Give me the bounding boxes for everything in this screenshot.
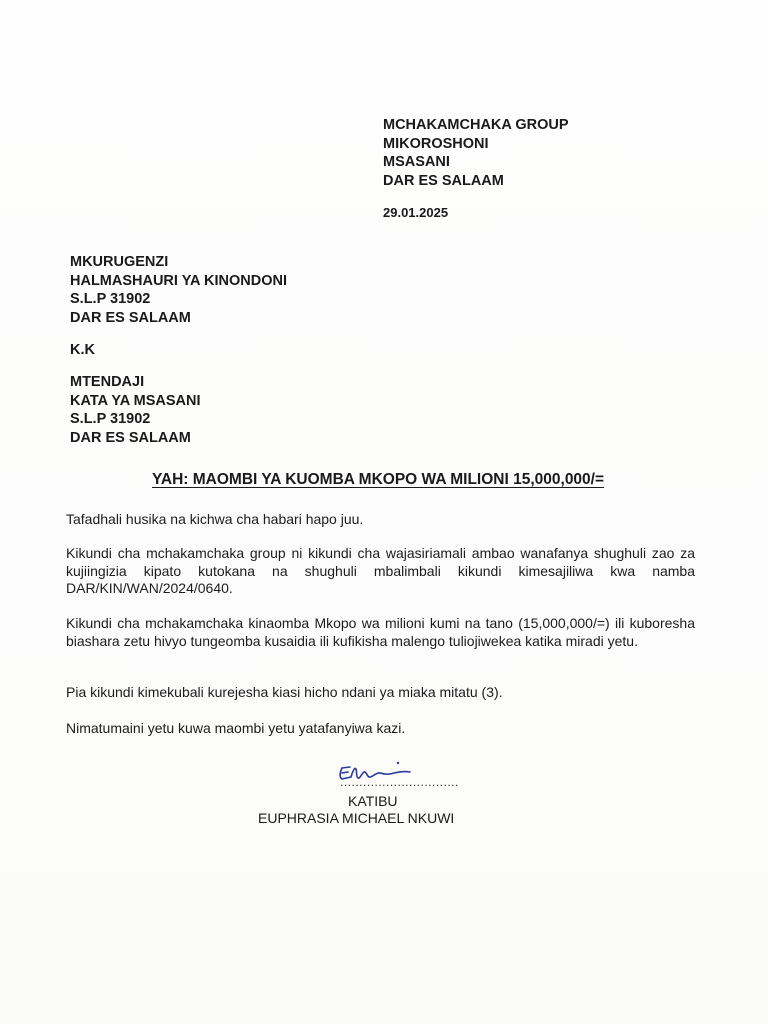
body-paragraph: Pia kikundi kimekubali kurejesha kiasi hicho ndani ya miaka mitatu (3). xyxy=(66,684,503,700)
cc-recipient-line: DAR ES SALAAM xyxy=(70,429,191,446)
body-paragraph: Kikundi cha mchakamchaka group ni kikundi cha wajasiriamali ambao wanafanya shughuli zao za kujiingizia kipato kutokana na shughuli mbalimbali kikundi kimesajiliwa kwa namba DAR/KIN/WAN/2024/0640. xyxy=(66,545,695,596)
recipient-line: MKURUGENZI xyxy=(70,254,169,270)
cc-recipient-address xyxy=(70,373,201,447)
body-paragraph: Kikundi cha mchakamchaka kinaomba Mkopo wa milioni kumi na tano (15,000,000/=) ili kuboresha biashara zetu hivyo tungeomba kusaidia ili kufikisha malengo tuliojiwekea katika miradi yetu. xyxy=(66,615,695,649)
sender-line: MSASANI xyxy=(383,154,450,170)
recipient-line: DAR ES SALAAM xyxy=(70,309,191,326)
cc-recipient-line: MTENDAJI xyxy=(70,374,145,390)
cc-recipient-line: KATA YA MSASANI xyxy=(70,392,201,409)
sender-line: DAR ES SALAAM xyxy=(383,172,504,189)
signer-name: EUPHRASIA MICHAEL NKUWI xyxy=(258,810,455,826)
sender-line: MIKOROSHONI xyxy=(383,135,489,152)
signature-line: ............................... xyxy=(340,775,459,789)
letter-subject: YAH: MAOMBI YA KUOMBA MKOPO WA MILIONI 15,000,000/= xyxy=(152,471,605,488)
recipient-address xyxy=(70,253,287,327)
recipient-line: S.L.P 31902 xyxy=(70,291,151,307)
body-paragraph: Tafadhali husika na kichwa cha habari hapo juu. xyxy=(66,511,364,527)
letter-date: 29.01.2025 xyxy=(383,205,449,220)
recipient-line: HALMASHAURI YA KINONDONI xyxy=(70,272,287,289)
body-paragraph: Nimatumaini yetu kuwa maombi yetu yatafanyiwa kazi. xyxy=(66,720,406,736)
sender-line: MCHAKAMCHAKA GROUP xyxy=(383,117,569,133)
sender-address xyxy=(383,116,569,190)
cc-label: K.K xyxy=(70,342,95,358)
signer-title: KATIBU xyxy=(348,793,398,809)
cc-recipient-line: S.L.P 31902 xyxy=(70,411,151,427)
